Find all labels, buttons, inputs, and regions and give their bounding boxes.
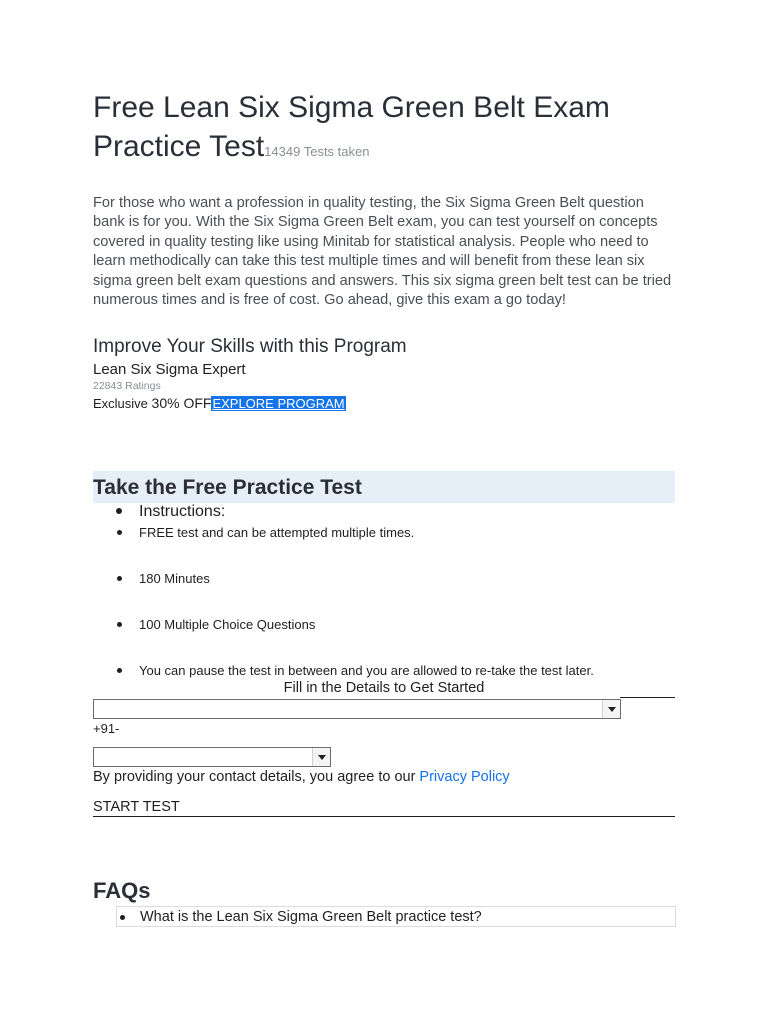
details-select[interactable] xyxy=(93,699,621,719)
page-title xyxy=(93,88,653,166)
privacy-policy-link[interactable]: Privacy Policy xyxy=(415,769,510,785)
instructions-label: Instructions: xyxy=(139,503,226,520)
program-name: Lean Six Sigma Expert xyxy=(93,361,246,378)
offer-prefix: Exclusive xyxy=(93,396,152,411)
phone-select[interactable] xyxy=(93,747,331,767)
chevron-down-icon xyxy=(602,700,620,718)
chevron-down-icon xyxy=(312,748,330,766)
page-title-line2: Practice Test xyxy=(93,130,265,163)
bullet-icon xyxy=(117,622,122,627)
bullet-icon xyxy=(117,530,122,535)
consent-text xyxy=(93,769,510,785)
form-divider xyxy=(620,697,675,698)
faq-question: What is the Lean Six Sigma Green Belt practice test? xyxy=(140,909,482,925)
bullet-icon xyxy=(117,576,122,581)
bullet-icon xyxy=(120,915,125,920)
form-title: Fill in the Details to Get Started xyxy=(283,680,485,696)
offer-percent: 30% OFF xyxy=(151,395,212,411)
program-ratings: 22843 Ratings xyxy=(93,380,161,392)
page-title-line1: Free Lean Six Sigma Green Belt Exam xyxy=(93,91,610,124)
instruction-item: FREE test and can be attempted multiple times. xyxy=(139,525,415,540)
consent-label: By providing your contact details, you agree to our xyxy=(93,769,416,785)
bullet-icon xyxy=(116,508,122,514)
instruction-item: You can pause the test in between and you are allowed to re-take the test later. xyxy=(139,663,594,678)
explore-program-link[interactable]: EXPLORE PROGRAM xyxy=(212,396,345,411)
practice-heading: Take the Free Practice Test xyxy=(93,476,362,499)
faq-item[interactable] xyxy=(116,906,676,927)
instruction-item: 100 Multiple Choice Questions xyxy=(139,617,316,632)
tests-taken-count: 14349 Tests taken xyxy=(264,144,370,159)
program-heading: Improve Your Skills with this Program xyxy=(93,336,407,357)
program-offer xyxy=(93,395,346,411)
bullet-icon xyxy=(117,668,122,673)
start-test-button[interactable]: START TEST xyxy=(93,799,675,817)
instruction-item: 180 Minutes xyxy=(139,571,210,586)
phone-prefix: +91- xyxy=(93,721,120,736)
faqs-heading: FAQs xyxy=(93,878,151,903)
intro-paragraph: For those who want a profession in quality testing, the Six Sigma Green Belt question bank is for you. With the Six Sigma Green Belt exam, you can test yourself on concepts covered in quality testing like using Minitab for statistical analysis. People who need to learn methodically can take this test multiple times and will benefit from these lean six sigma green belt exam questions and answers. This six sigma green belt test can be tried numerous times and is free of cost. Go ahead, give this exam a go today! xyxy=(93,195,672,309)
